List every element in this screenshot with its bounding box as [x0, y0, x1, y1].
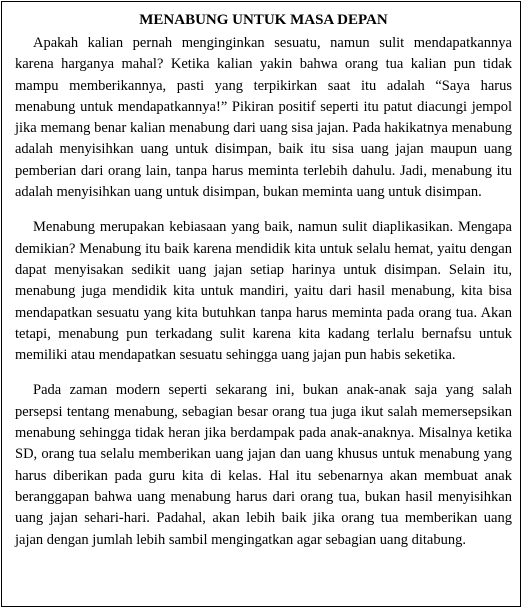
document-body	[15, 10, 512, 565]
document-title: MENABUNG UNTUK MASA DEPAN	[139, 12, 388, 28]
paragraph-1: Apakah kalian pernah menginginkan sesuatu, namun sulit mendapatkannya karena harganya mahal? Ketika kalian yakin bahwa orang tua kalian pun tidak mampu memberikannya, pasti yang terpikirkan saat itu adalah “Saya harus menabung untuk mendapatkannya!” Pikiran positif seperti itu patut diacungi jempol jika memang benar kalian menabung dari uang sisa jajan. Pada hakikatnya menabung adalah menyisihkan uang untuk disimpan, baik itu sisa uang jajan maupun uang pemberian dari orang lain, tanpa harus meminta terlebih dahulu. Jadi, menabung itu adalah menyisihkan uang untuk disimpan, bukan meminta uang untuk disimpan.	[15, 35, 512, 201]
document-frame	[1, 1, 521, 607]
paragraph-3: Pada zaman modern seperti sekarang ini, bukan anak-anak saja yang salah persepsi tentang menabung, sebagian besar orang tua juga ikut salah memersepsikan menabung sehingga tidak heran jika berdampak pada anak-anaknya. Misalnya ketika SD, orang tua selalu memberikan uang jajan dan uang khusus untuk menabung yang harus diberikan pada guru kita di kelas. Hal itu sebenarnya akan membuat anak beranggapan bahwa uang menabung harus dari orang tua, bukan hasil menyisihkan uang jajan sehari-hari. Padahal, akan lebih baik jika orang tua memberikan uang jajan dengan jumlah lebih sambil mengingatkan agar sebagian uang ditabung.	[15, 382, 512, 548]
paragraph-2: Menabung merupakan kebiasaan yang baik, namun sulit diaplikasikan. Mengapa demikian? Menabung itu baik karena mendidik kita untuk selalu hemat, yaitu dengan dapat menyisakan sedikit uang jajan setiap harinya untuk disimpan. Selain itu, menabung juga mendidik kita untuk mandiri, yaitu dari hasil menabung, kita bisa mendapatkan sesuatu yang kita butuhkan tanpa harus meminta pada orang tua. Akan tetapi, menabung pun terkadang sulit karena kita kadang terlalu bernafsu untuk memiliki atau mendapatkan sesuatu sehingga uang jajan pun habis seketika.	[15, 219, 512, 364]
